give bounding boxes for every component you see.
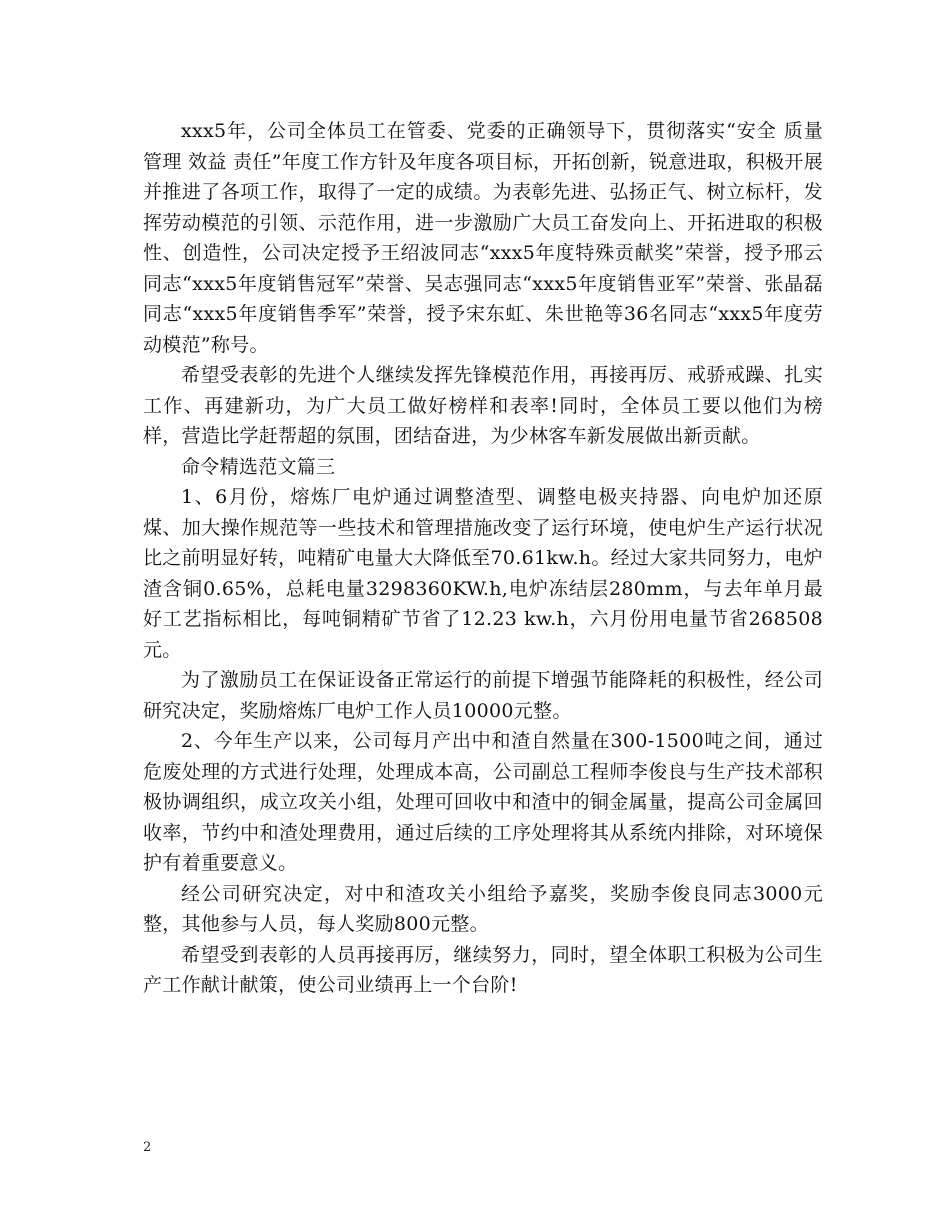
- paragraph-commendation-intro: xxx5年，公司全体员工在管委、党委的正确领导下，贯彻落实“安全 质量 管理 效益 责任”年度工作方针及年度各项目标，开拓创新，锐意进取，积极开展并推进了各项工作，取得了一定的成绩。为表彰先进、弘扬正气、树立标杆，发挥劳动模范的引领、示范作用，进一步激励广大员工奋发向上、开拓进取的积极性、创造性，公司决定授予王绍波同志“xxx5年度特殊贡献奖”荣誉，授予邢云同志“xxx5年度销售冠军”荣誉、吴志强同志“xxx5年度销售亚军”荣誉、张晶磊同志“xxx5年度销售季军”荣誉，授予宋东虹、朱世艳等36名同志“xxx5年度劳动模范”称号。: [143, 120, 823, 356]
- page-number: 2: [143, 1140, 152, 1155]
- paragraph-commendation-hope: 希望受表彰的先进个人继续发挥先锋模范作用，再接再厉、戒骄戒躁、扎实工作、再建新功，为广大员工做好榜样和表率!同时，全体员工要以他们为榜样，营造比学赶帮超的氛围，团结奋进，为少林客车新发展做出新贡献。: [143, 364, 823, 447]
- paragraph-item-1: 1、6月份，熔炼厂电炉通过调整渣型、调整电极夹持器、向电炉加还原煤、加大操作规范等一些技术和管理措施改变了运行环境，使电炉生产运行状况比之前明显好转，吨精矿电量大大降低至70.61kw.h。经过大家共同努力，电炉渣含铜0.65%，总耗电量3298360KW.h,电炉冻结层280mm，与去年单月最好工艺指标相比，每吨铜精矿节省了12.23 kw.h，六月份用电量节省268508元。: [143, 486, 823, 661]
- section-heading: 命令精选范文篇三: [181, 455, 336, 478]
- paragraph-item-2: 2、今年生产以来，公司每月产出中和渣自然量在300-1500吨之间，通过危废处理的方式进行处理，处理成本高，公司副总工程师李俊良与生产技术部积极协调组织，成立攻关小组，处理可回收中和渣中的铜金属量，提高公司金属回收率，节约中和渣处理费用，通过后续的工序处理将其从系统内排除，对环境保护有着重要意义。: [143, 730, 823, 874]
- paragraph-item-2-reward: 经公司研究决定，对中和渣攻关小组给予嘉奖，奖励李俊良同志3000元整，其他参与人员，每人奖励800元整。: [143, 882, 823, 935]
- document-body: [143, 116, 823, 1001]
- paragraph-item-1-reward: 为了激励员工在保证设备正常运行的前提下增强节能降耗的积极性，经公司研究决定，奖励熔炼厂电炉工作人员10000元整。: [143, 669, 823, 722]
- paragraph-closing: 希望受到表彰的人员再接再厉，继续努力，同时，望全体职工积极为公司生产工作献计献策，使公司业绩再上一个台阶!: [143, 943, 823, 996]
